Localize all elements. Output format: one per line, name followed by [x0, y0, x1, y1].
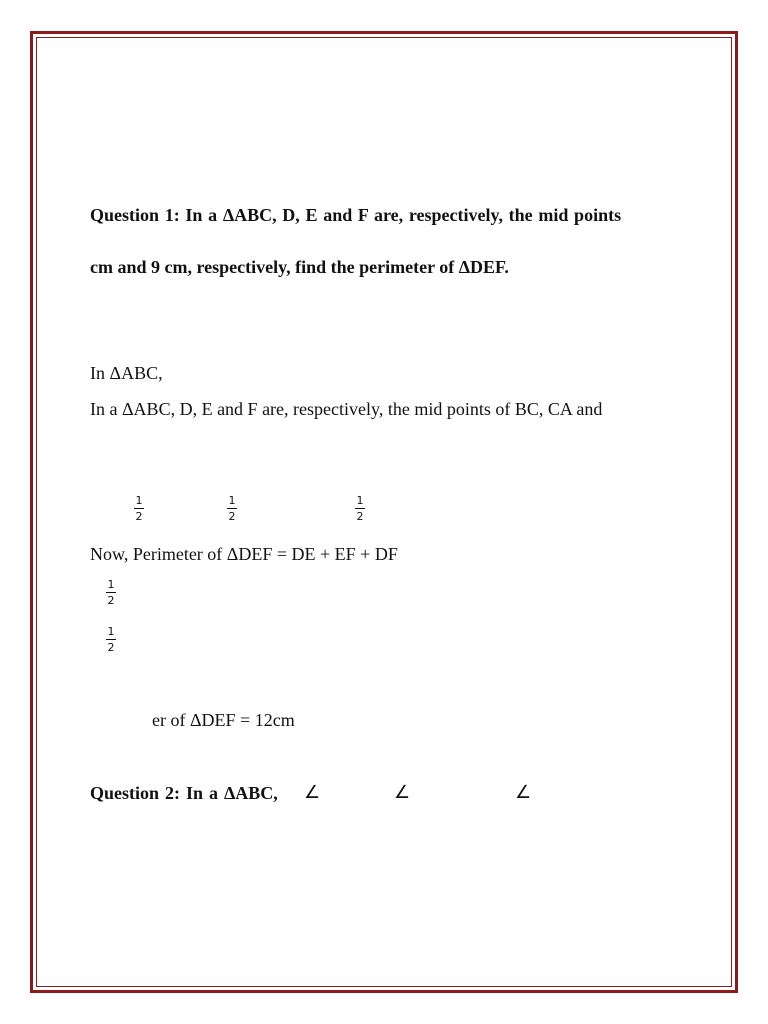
- fraction-denominator: 2: [228, 510, 236, 523]
- solution-line-2: In a ΔABC, D, E and F are, respectively, the mid points of BC, CA and: [90, 399, 603, 419]
- solution-line-3: Now, Perimeter of ΔDEF = DE + EF + DF: [90, 544, 398, 564]
- angle-symbol: ∠: [394, 782, 411, 803]
- fraction-bar: [106, 592, 116, 593]
- fraction-numerator: 1: [107, 578, 115, 591]
- fraction-bar: [134, 508, 144, 509]
- angle-symbol: ∠: [515, 782, 532, 803]
- fraction-denominator: 2: [135, 510, 143, 523]
- fraction-bar: [355, 508, 365, 509]
- fraction-denominator: 2: [107, 641, 115, 654]
- fraction-bar: [106, 639, 116, 640]
- fraction-bar: [227, 508, 237, 509]
- angle-symbol: ∠: [304, 782, 321, 803]
- fraction-numerator: 1: [228, 494, 236, 507]
- solution-line-1: In ΔABC,: [90, 363, 163, 383]
- question-1-line-1: Question 1: In a ΔABC, D, E and F are, respectively, the mid points: [90, 205, 622, 225]
- question-2-line-1: Question 2: In a ΔABC,: [90, 783, 278, 803]
- fraction-numerator: 1: [135, 494, 143, 507]
- fraction-denominator: 2: [107, 594, 115, 607]
- fraction-one-half: [132, 494, 146, 523]
- fraction-numerator: 1: [107, 625, 115, 638]
- fraction-one-half: [225, 494, 239, 523]
- fraction-one-half: [353, 494, 367, 523]
- solution-line-4: er of ΔDEF = 12cm: [152, 710, 295, 730]
- fraction-denominator: 2: [356, 510, 364, 523]
- fraction-one-half: [104, 625, 118, 654]
- fraction-one-half: [104, 578, 118, 607]
- question-1-line-2: cm and 9 cm, respectively, find the perimeter of ΔDEF.: [90, 257, 509, 277]
- fraction-numerator: 1: [356, 494, 364, 507]
